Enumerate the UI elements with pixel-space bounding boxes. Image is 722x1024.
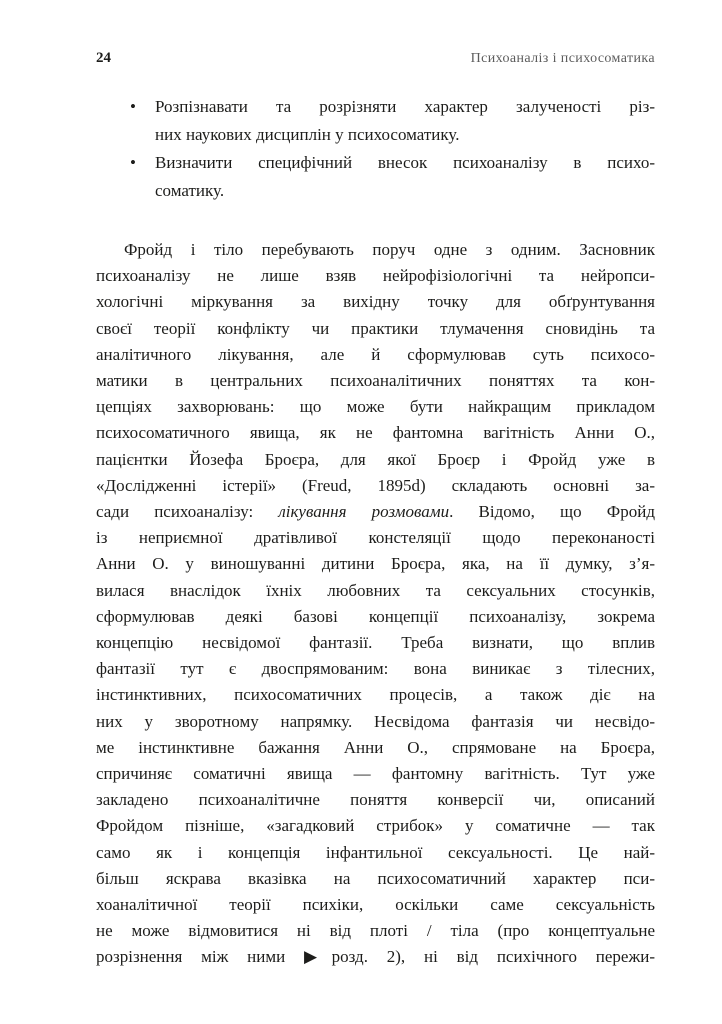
- text-segment: не може відмовитися ні від плоті / тіла (про концептуальне: [96, 921, 655, 941]
- paragraph-line: [96, 630, 655, 656]
- bullet-line: [155, 121, 655, 149]
- text-segment: них наукових дисциплін у психосоматику.: [155, 125, 460, 144]
- paragraph-line: [96, 289, 655, 315]
- text-segment: психосоматичного явища, як не фантомна вагітність Анни О.,: [96, 423, 655, 443]
- text-segment: концепцію несвідомої фантазії. Треба визнати, що вплив: [96, 633, 655, 653]
- text-segment: Анни О. у виношуванні дитини Броєра, яка, на її думку, з’я-: [96, 554, 655, 574]
- paragraph-line: [96, 525, 655, 551]
- running-header: [96, 50, 655, 67]
- text-segment: закладено психоаналітичне поняття конверсії чи, описаний: [96, 790, 655, 810]
- text-segment: само як і концепція інфантильної сексуальності. Це най-: [96, 842, 655, 862]
- paragraph-line: [96, 761, 655, 787]
- paragraph-line: [96, 499, 655, 525]
- paragraph-line: [96, 787, 655, 813]
- paragraph-line: [96, 473, 655, 499]
- paragraph-line: [96, 578, 655, 604]
- bullet-marker: •: [130, 97, 136, 116]
- paragraph-line: [96, 918, 655, 944]
- paragraph-line: [96, 944, 655, 970]
- text-segment: цепціях захворювань: що може бути найкращим прикладом: [96, 397, 655, 417]
- paragraph-line: [96, 394, 655, 420]
- paragraph-line: [96, 237, 655, 263]
- text-segment: них у зворотному напрямку. Несвідома фантазія чи несвідо-: [96, 711, 655, 731]
- bullet-line: [155, 177, 655, 205]
- paragraph-line: [96, 316, 655, 342]
- paragraph-line: [96, 551, 655, 577]
- bullet-line: [155, 149, 655, 177]
- text-segment: ме інстинктивне бажання Анни О., спрямоване на Броєра,: [96, 737, 655, 757]
- paragraph-line: [96, 866, 655, 892]
- text-segment: більш яскрава вказівка на психосоматичний характер пси-: [96, 868, 655, 888]
- running-title: Психоаналіз і психосоматика: [470, 51, 655, 66]
- bullet-text: [155, 149, 655, 205]
- text-segment: Розпізнавати та розрізняти характер залученості різ-: [155, 97, 655, 116]
- paragraph-line: [96, 447, 655, 473]
- paragraph-line: [96, 263, 655, 289]
- paragraph-line: [96, 813, 655, 839]
- paragraph-line: [96, 682, 655, 708]
- italic-phrase: лікування розмовами: [278, 502, 450, 522]
- paragraph-line: [96, 735, 655, 761]
- text-segment: із неприємної дратівливої констеляції щодо переконаності: [96, 528, 655, 548]
- paragraph-line: [96, 342, 655, 368]
- bullet-text: [155, 93, 655, 149]
- page-number: 24: [96, 50, 111, 66]
- text-segment: соматику.: [155, 181, 225, 200]
- text-segment: сади психоаналізу:: [96, 502, 279, 522]
- text-segment: аналітичного лікування, але й сформулював суть психосо-: [96, 344, 655, 364]
- text-segment: вилася внаслідок їхніх любовних та сексуальних стосунків,: [96, 580, 655, 600]
- text-segment: Фройдом пізніше, «загадковий стрибок» у соматичне — так: [96, 816, 655, 836]
- text-segment: . Відомо, що Фройд: [449, 502, 655, 522]
- paragraph-line: [96, 892, 655, 918]
- paragraph-line: [96, 709, 655, 735]
- text-segment: фантазії тут є двоспрямованим: вона виникає з тілесних,: [96, 659, 655, 679]
- text-segment: спричиняє соматичні явища — фантомну вагітність. Тут уже: [96, 764, 655, 784]
- bullet-line: [155, 93, 655, 121]
- text-segment: психоаналізу не лише взяв нейрофізіологічні та нейропси-: [96, 266, 655, 286]
- text-segment: розрізнення між ними ▶розд. 2), ні від психічного пережи-: [96, 947, 655, 967]
- bullet-item: [96, 93, 655, 149]
- paragraph-line: [96, 420, 655, 446]
- paragraph-line: [96, 840, 655, 866]
- bullet-list: [96, 93, 655, 205]
- text-segment: хоаналітичної теорії психіки, оскільки саме сексуальність: [96, 895, 655, 915]
- paragraph-line: [96, 604, 655, 630]
- text-segment: інстинктивних, психосоматичних процесів, а також діє на: [96, 685, 655, 705]
- text-segment: своєї теорії конфлікту чи практики тлумачення сновидінь та: [96, 318, 655, 338]
- text-segment: Визначити специфічний внесок психоаналізу в психо-: [155, 153, 655, 172]
- text-segment: матики в центральних психоаналітичних поняттях та кон-: [96, 371, 655, 391]
- paragraph-line: [96, 368, 655, 394]
- text-segment: Фройд і тіло перебувають поруч одне з одним. Засновник: [124, 240, 655, 259]
- body-paragraph: [96, 237, 655, 971]
- text-segment: пацієнтки Йозефа Броєра, для якої Броєр і Фройд уже в: [96, 449, 655, 469]
- text-segment: сформулював деякі базові концепції психоаналізу, зокрема: [96, 606, 655, 626]
- bullet-item: [96, 149, 655, 205]
- text-segment: «Дослідженні істерії» (Freud, 1895d) складають основні за-: [96, 475, 655, 495]
- bullet-marker: •: [130, 153, 136, 172]
- paragraph-line: [96, 656, 655, 682]
- text-segment: хологічні міркування за вихідну точку для обґрунтування: [96, 292, 655, 312]
